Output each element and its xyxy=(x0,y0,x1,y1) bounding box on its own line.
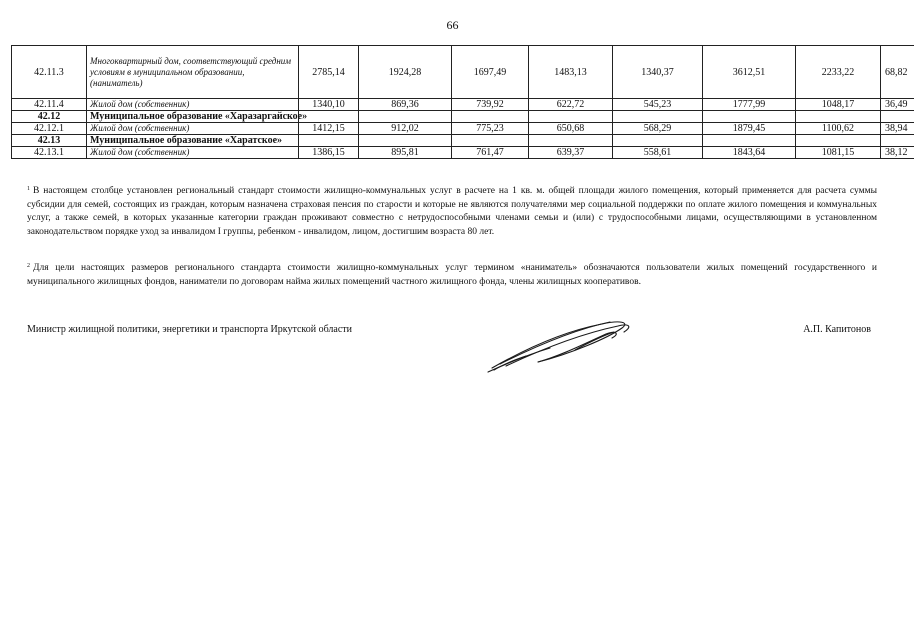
row-value: 895,81 xyxy=(359,147,452,159)
row-value xyxy=(359,111,452,123)
row-code: 42.13 xyxy=(12,135,87,147)
footnote-1 xyxy=(27,185,877,239)
row-code: 42.12.1 xyxy=(12,123,87,135)
footnote-2 xyxy=(27,262,877,289)
row-value: 1100,62 xyxy=(796,123,881,135)
page-number: 66 xyxy=(446,18,459,32)
row-description: Муниципальное образование «Харазаргайское» xyxy=(87,111,299,123)
row-value: 869,36 xyxy=(359,99,452,111)
row-code: 42.13.1 xyxy=(12,147,87,159)
row-value: 1386,15 xyxy=(299,147,359,159)
row-description: Муниципальное образование «Харатское» xyxy=(87,135,299,147)
row-value: 3612,51 xyxy=(703,46,796,99)
handwritten-signature xyxy=(480,310,655,378)
row-value: 38,94 xyxy=(881,123,914,135)
row-value xyxy=(703,111,796,123)
table-row xyxy=(12,46,914,99)
row-value: 1879,45 xyxy=(703,123,796,135)
row-value: 68,82 xyxy=(881,46,914,99)
row-value: 622,72 xyxy=(529,99,613,111)
row-value: 558,61 xyxy=(613,147,703,159)
row-value: 1081,15 xyxy=(796,147,881,159)
row-value: 1340,37 xyxy=(613,46,703,99)
table-row xyxy=(12,147,914,159)
tariff-table xyxy=(11,45,914,159)
row-value xyxy=(299,111,359,123)
row-description: Жилой дом (собственник) xyxy=(87,99,299,111)
row-value xyxy=(796,135,881,147)
row-value: 775,23 xyxy=(452,123,529,135)
row-description: Жилой дом (собственник) xyxy=(87,123,299,135)
row-code: 42.11.3 xyxy=(12,46,87,99)
row-value xyxy=(452,135,529,147)
row-value: 1777,99 xyxy=(703,99,796,111)
row-value: 2233,22 xyxy=(796,46,881,99)
row-value xyxy=(359,135,452,147)
row-value: 38,12 xyxy=(881,147,914,159)
row-value: 912,02 xyxy=(359,123,452,135)
footnote-mark: 2 xyxy=(27,263,30,269)
row-value: 1843,64 xyxy=(703,147,796,159)
row-value xyxy=(881,135,914,147)
row-value: 545,23 xyxy=(613,99,703,111)
row-code: 42.11.4 xyxy=(12,99,87,111)
row-description: Многоквартирный дом, соответствующий средним условиям в муниципальном образовании, (наниматель) xyxy=(87,46,299,99)
table-row xyxy=(12,123,914,135)
table-row xyxy=(12,111,914,123)
table-row xyxy=(12,99,914,111)
row-value xyxy=(529,135,613,147)
footnote-text: В настоящем столбце установлен региональный стандарт стоимости жилищно-коммунальных услуг в расчете на 1 кв. м. общей площади жилого помещения, который применяется для расчета суммы субсидии для семей, состоящих из граждан, которым назначена страховая пенсия по старости и которые не являются получателями мер социальной поддержки по оплате жилого помещения и коммунальных услуг, а также семей, в которых указанные категории граждан проживают совместно с нетрудоспособными членами семьи и (или) с трудоспособными лицами, осуществляющими в установленном законодательством порядке уход за инвалидом I группы, ребенком - инвалидом, лицом, достигшим возраста 80 лет. xyxy=(27,186,877,237)
row-value: 761,47 xyxy=(452,147,529,159)
footnote-mark: 1 xyxy=(27,186,30,192)
signatory-name: А.П. Капитонов xyxy=(803,324,871,335)
row-description: Жилой дом (собственник) xyxy=(87,147,299,159)
row-value xyxy=(299,135,359,147)
row-value xyxy=(529,111,613,123)
table-body xyxy=(12,46,914,159)
row-value: 1412,15 xyxy=(299,123,359,135)
row-value: 739,92 xyxy=(452,99,529,111)
row-value xyxy=(613,111,703,123)
row-value xyxy=(796,111,881,123)
row-value: 1340,10 xyxy=(299,99,359,111)
row-value xyxy=(703,135,796,147)
row-value xyxy=(881,111,914,123)
row-value: 568,29 xyxy=(613,123,703,135)
signatory-position: Министр жилищной политики, энергетики и транспорта Иркутской области xyxy=(27,324,353,335)
row-code: 42.12 xyxy=(12,111,87,123)
row-value: 639,37 xyxy=(529,147,613,159)
row-value: 1483,13 xyxy=(529,46,613,99)
row-value xyxy=(613,135,703,147)
row-value: 1924,28 xyxy=(359,46,452,99)
row-value: 1048,17 xyxy=(796,99,881,111)
row-value: 650,68 xyxy=(529,123,613,135)
row-value: 36,49 xyxy=(881,99,914,111)
row-value: 1697,49 xyxy=(452,46,529,99)
table-row xyxy=(12,135,914,147)
row-value: 2785,14 xyxy=(299,46,359,99)
footnote-text: Для цели настоящих размеров регионального стандарта стоимости жилищно-коммунальных услуг термином «наниматель» обозначаются пользователи жилых помещений государственного и муниципального жилищных фондов, наниматели по договорам найма жилых помещений частного жилищного фонда, члены жилищных кооперативов. xyxy=(27,263,877,287)
row-value xyxy=(452,111,529,123)
